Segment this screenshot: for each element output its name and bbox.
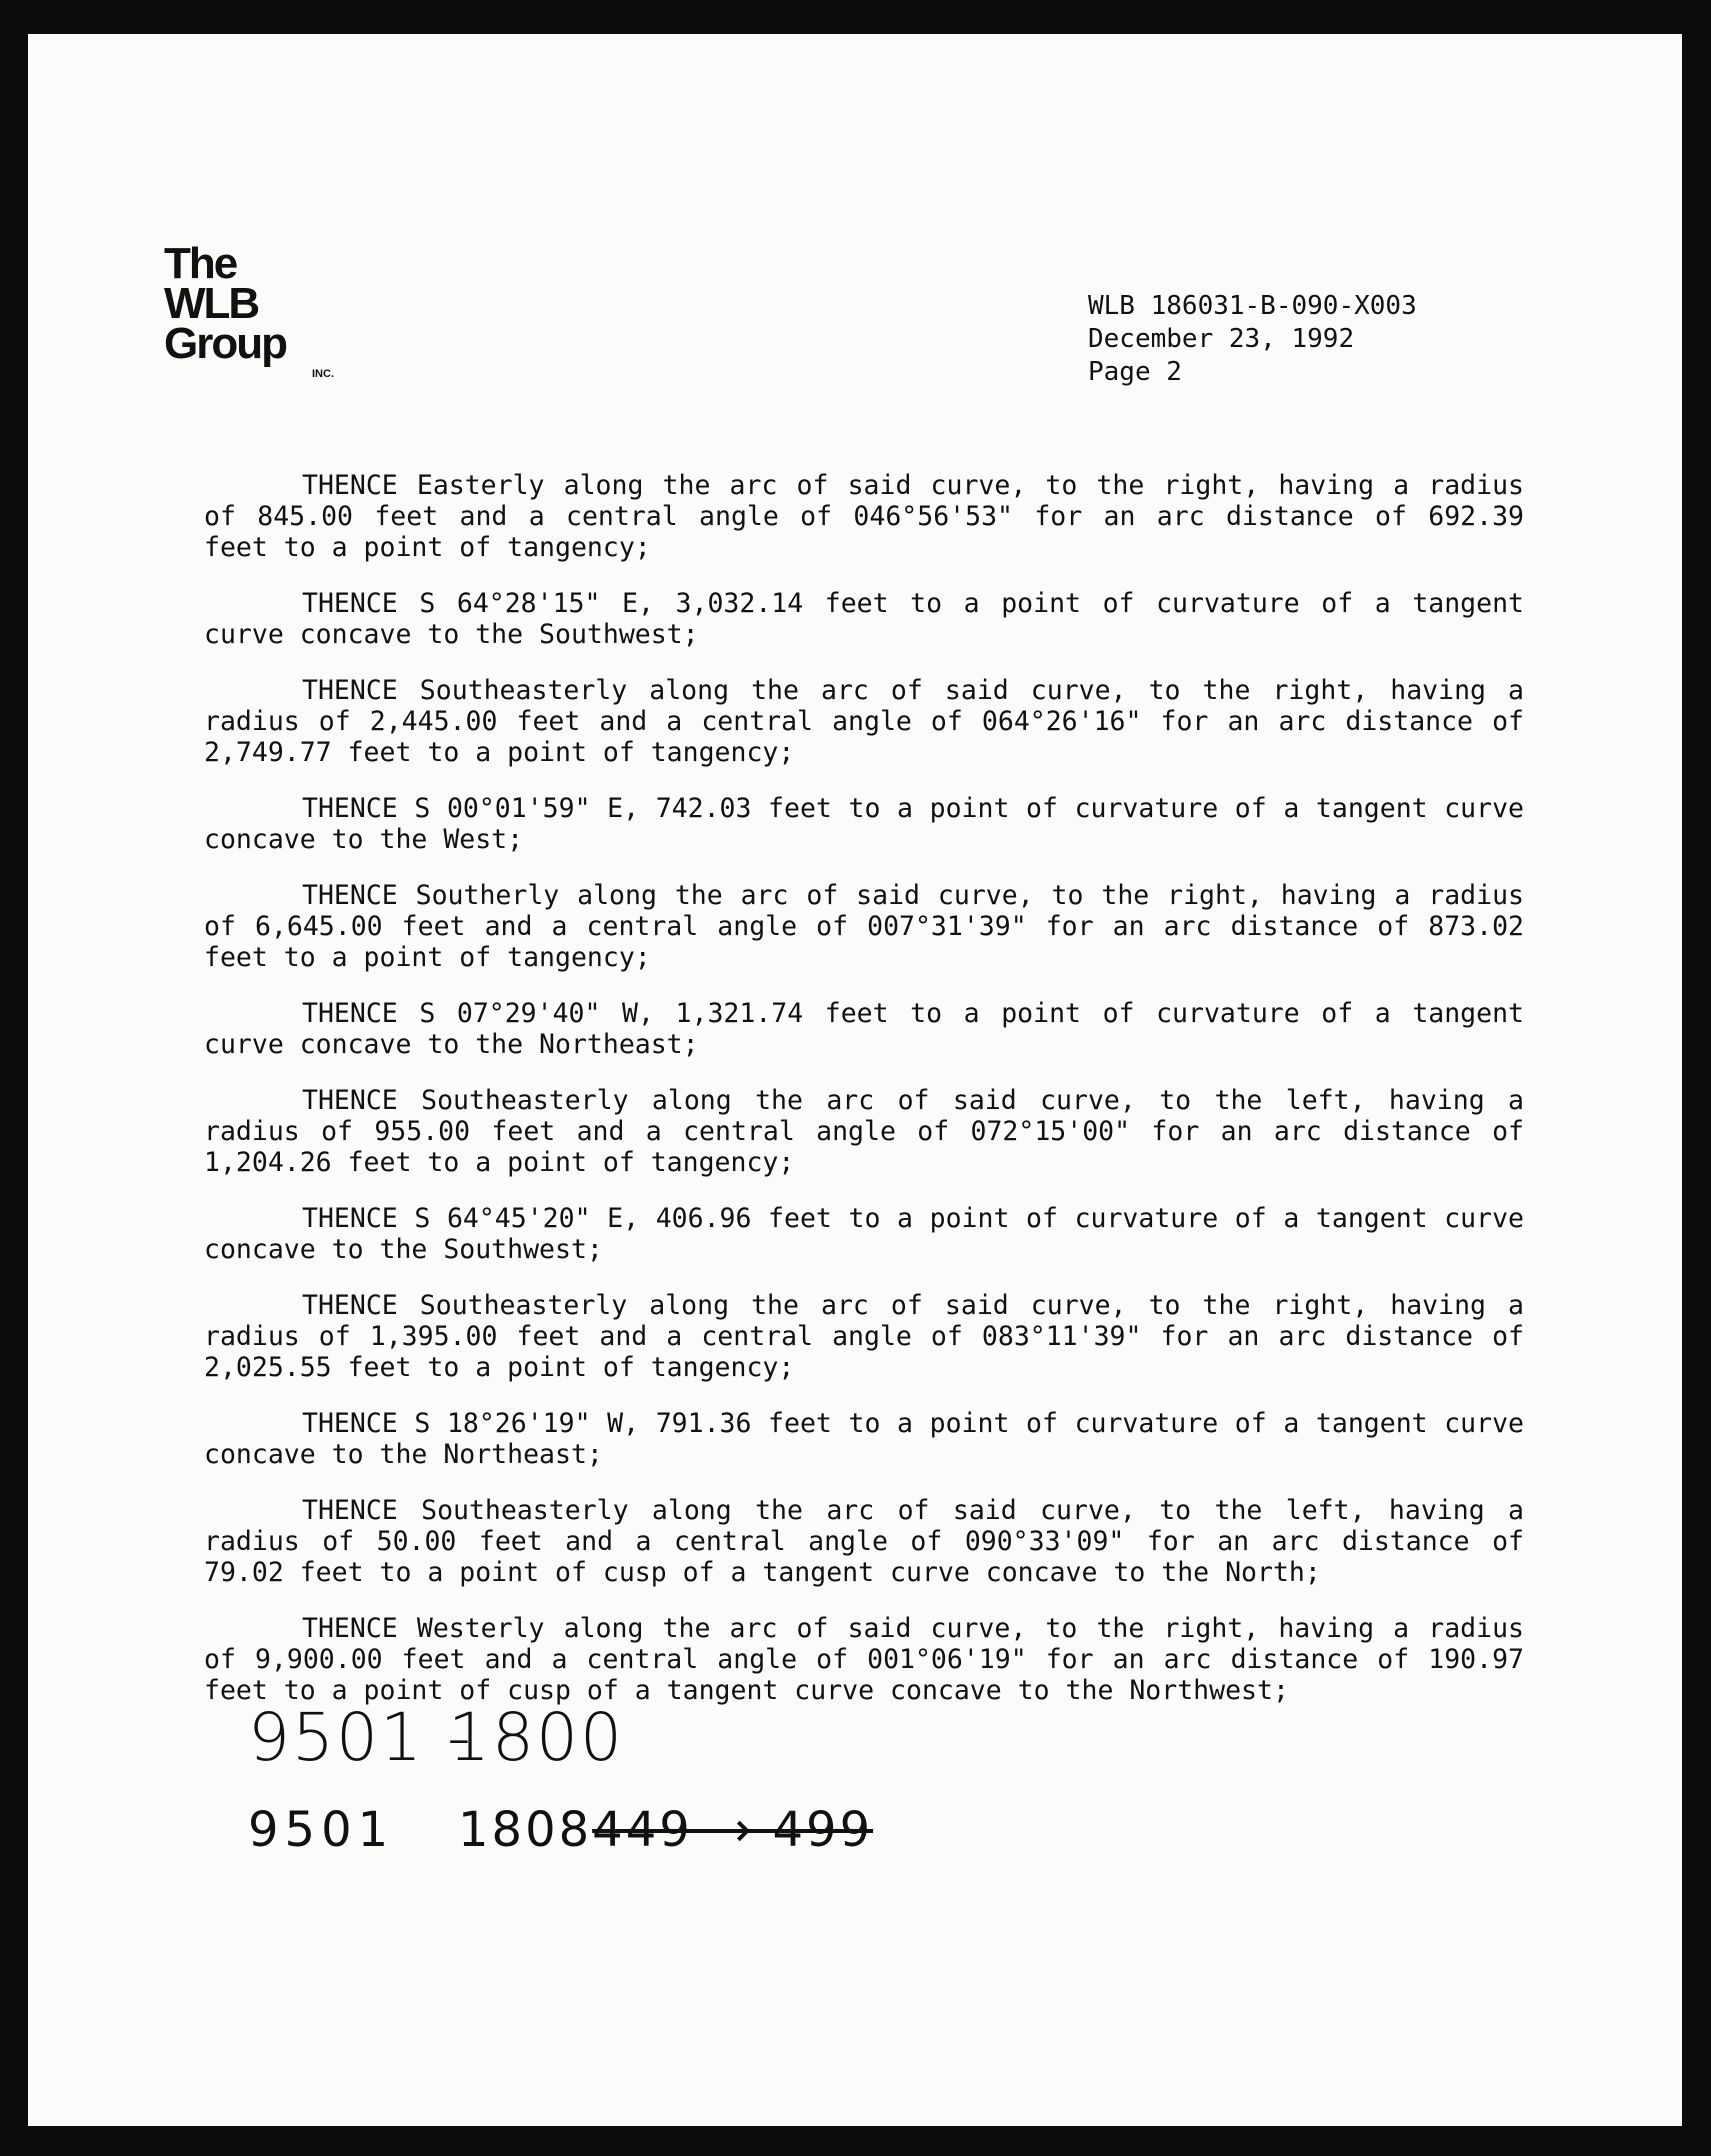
handwritten-number-left: 9501 - [248, 1699, 473, 1776]
document-date: December 23, 1992 [1088, 324, 1355, 354]
logo-line-group: Group [164, 319, 286, 368]
struck-through-number: 449 → 499 [592, 1802, 874, 1858]
wlb-group-logo [164, 239, 354, 380]
stamped-number-prefix: 1808 [458, 1802, 593, 1858]
paragraph: THENCE S 00°01'59" E, 742.03 feet to a point of curvature of a tangent curve concave to the West; [204, 793, 1524, 855]
handwritten-number-right: 1800 [448, 1699, 624, 1776]
document-page [28, 34, 1682, 2126]
legal-description-body [204, 470, 1524, 1731]
page-number: Page 2 [1088, 357, 1182, 387]
paragraph: THENCE S 64°45'20" E, 406.96 feet to a point of curvature of a tangent curve concave to the Southwest; [204, 1203, 1524, 1265]
logo-line-the: The [164, 239, 237, 288]
paragraph: THENCE S 07°29'40" W, 1,321.74 feet to a point of curvature of a tangent curve concave to the Northeast; [204, 998, 1524, 1060]
paragraph: THENCE S 18°26'19" W, 791.36 feet to a point of curvature of a tangent curve concave to the Northeast; [204, 1408, 1524, 1470]
document-header [1088, 290, 1417, 389]
logo-inc-suffix: INC. [312, 368, 334, 380]
paragraph: THENCE Southeasterly along the arc of said curve, to the right, having a radius of 1,395.00 feet and a central angle of 083°11'39" for an arc distance of 2,025.55 feet to a point of tangency; [204, 1290, 1524, 1383]
reference-number: WLB 186031-B-090-X003 [1088, 291, 1417, 321]
paragraph: THENCE Westerly along the arc of said curve, to the right, having a radius of 9,900.00 feet and a central angle of 001°06'19" for an arc distance of 190.97 feet to a point of cusp of a tangent curve concave to the Northwest; [204, 1613, 1524, 1706]
paragraph: THENCE Southeasterly along the arc of said curve, to the left, having a radius of 50.00 feet and a central angle of 090°33'09" for an arc distance of 79.02 feet to a point of cusp of a tangent curve concave to the North; [204, 1495, 1524, 1588]
paragraph: THENCE Easterly along the arc of said curve, to the right, having a radius of 845.00 feet and a central angle of 046°56'53" for an arc distance of 692.39 feet to a point of tangency; [204, 470, 1524, 563]
stamped-number-right [458, 1802, 873, 1858]
paragraph: THENCE Southeasterly along the arc of said curve, to the left, having a radius of 955.00 feet and a central angle of 072°15'00" for an arc distance of 1,204.26 feet to a point of tangency; [204, 1085, 1524, 1178]
logo-line-wlb: WLB [164, 279, 259, 328]
stamped-number-left: 9501 [248, 1802, 395, 1858]
paragraph: THENCE Southerly along the arc of said curve, to the right, having a radius of 6,645.00 feet and a central angle of 007°31'39" for an arc distance of 873.02 feet to a point of tangency; [204, 880, 1524, 973]
paragraph: THENCE Southeasterly along the arc of said curve, to the right, having a radius of 2,445.00 feet and a central angle of 064°26'16" for an arc distance of 2,749.77 feet to a point of tangency; [204, 675, 1524, 768]
paragraph: THENCE S 64°28'15" E, 3,032.14 feet to a point of curvature of a tangent curve concave to the Southwest; [204, 588, 1524, 650]
